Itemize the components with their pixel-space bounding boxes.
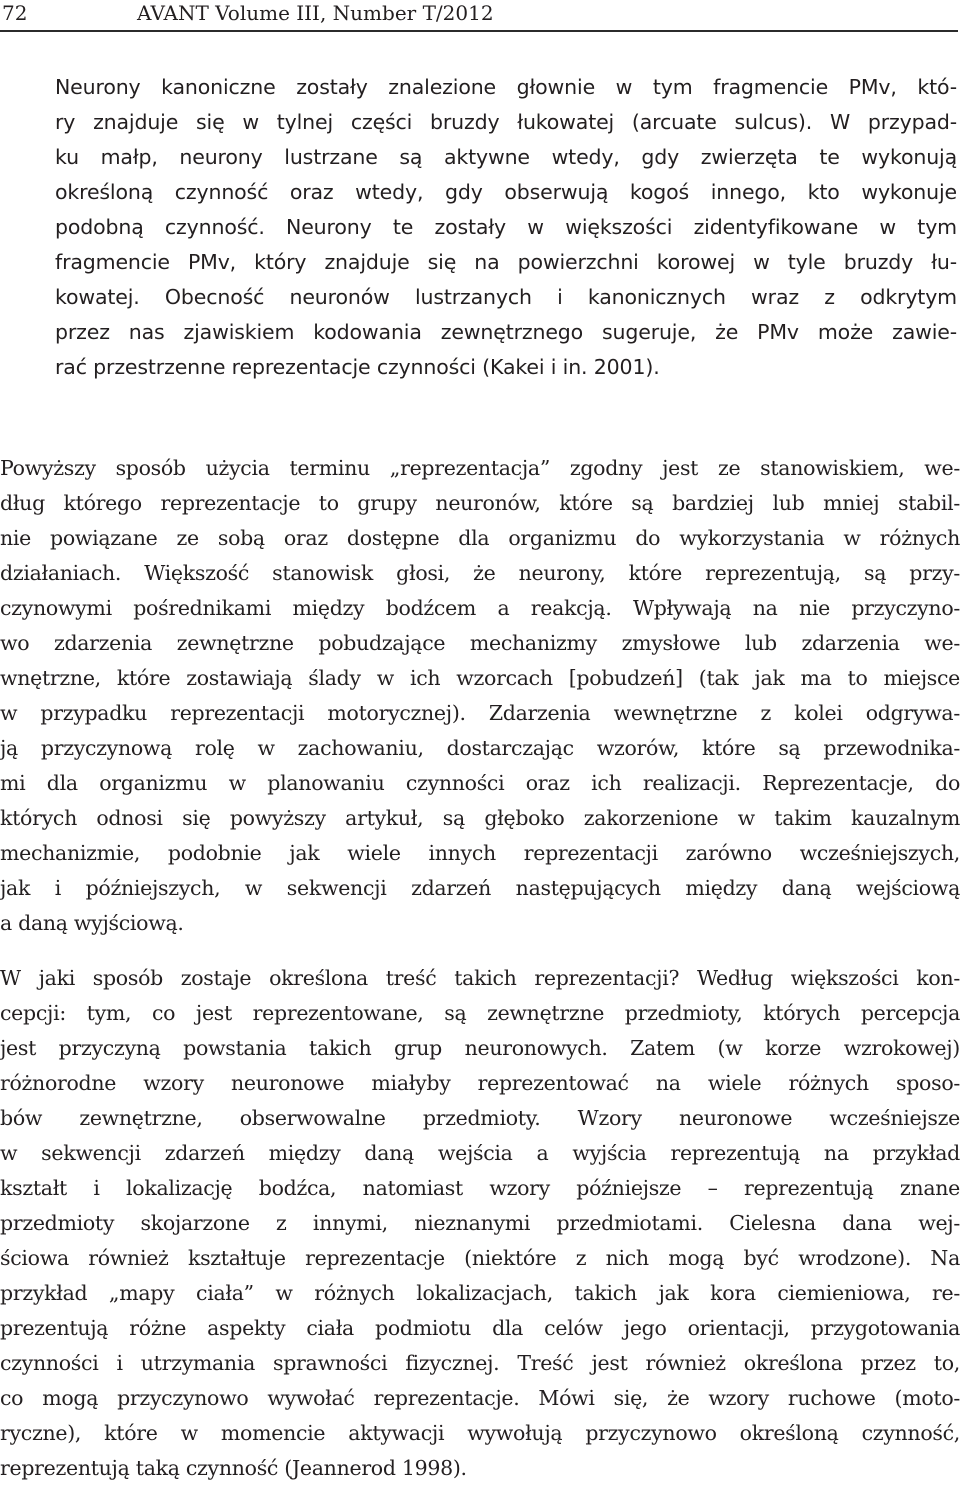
text-line: przedmioty skojarzone z innymi, nieznanymi przedmiotami. Cielesna dana wej-	[0, 1211, 960, 1235]
text-line: działaniach. Większość stanowisk głosi, że neurony, które reprezentują, są przy-	[0, 561, 960, 585]
text-line: wnętrzne, które zostawiają ślady w ich wzorcach [pobudzeń] (tak jak ma to miejsce	[0, 666, 960, 690]
text-line: co mogą przyczynowo wywołać reprezentacje. Mówi się, że wzory ruchowe (moto-	[0, 1386, 960, 1410]
text-line: prezentują różne aspekty ciała podmiotu dla celów jego orientacji, przygotowania	[0, 1316, 960, 1340]
text-line: w przypadku reprezentacji motorycznej). Zdarzenia wewnętrzne z kolei odgrywa-	[0, 701, 960, 725]
text-line: w sekwencji zdarzeń między daną wejścia a wyjścia reprezentują na przykład	[0, 1141, 960, 1165]
text-line: podobną czynność. Neurony te zostały w większości zidentyfikowane w tym	[55, 215, 957, 239]
text-line: kowatej. Obecność neuronów lustrzanych i kanonicznych wraz z odkrytym	[55, 285, 957, 309]
text-line: czynowymi pośrednikami między bodźcem a reakcją. Wpływają na nie przyczyno-	[0, 596, 960, 620]
text-line: różnorodne wzory neuronowe miałyby reprezentować na wiele różnych sposo-	[0, 1071, 960, 1095]
page-number: 72	[2, 1, 28, 25]
text-line: czynności i utrzymania sprawności fizycznej. Treść jest również określona przez to,	[0, 1351, 960, 1375]
text-line: ryczne), które w momencie aktywacji wywołują przyczynowo określoną czynność,	[0, 1421, 960, 1445]
text-line: ku małp, neurony lustrzane są aktywne wtedy, gdy zwierzęta te wykonują	[55, 145, 957, 169]
text-line: ściowa również kształtuje reprezentacje (niektóre z nich mogą być wrodzone). Na	[0, 1246, 960, 1270]
text-line: a daną wyjściową.	[0, 911, 184, 935]
paragraph-mirror-neurons	[0, 70, 957, 385]
text-line: przykład „mapy ciała” w różnych lokalizacjach, takich jak kora ciemieniowa, re-	[0, 1281, 960, 1305]
text-line: ją przyczynową rolę w zachowaniu, dostarczając wzorów, które są przewodnika-	[0, 736, 960, 760]
text-line: wo zdarzenia zewnętrzne pobudzające mechanizmy zmysłowe lub zdarzenia we-	[0, 631, 960, 655]
text-line: fragmencie PMv, który znajduje się na powierzchni korowej w tyle bruzdy łu-	[55, 250, 957, 274]
text-line: nie powiązane ze sobą oraz dostępne dla organizmu do wykorzystania w różnych	[0, 526, 960, 550]
text-line: kształt i lokalizację bodźca, natomiast wzory późniejsze – reprezentują znane	[0, 1176, 960, 1200]
text-line: bów zewnętrzne, obserwowalne przedmioty. Wzory neuronowe wcześniejsze	[0, 1106, 960, 1130]
text-line: jak i późniejszych, w sekwencji zdarzeń następujących między daną wejściową	[0, 876, 960, 900]
text-line: dług którego reprezentacje to grupy neuronów, które są bardziej lub mniej stabil-	[0, 491, 960, 515]
text-line: określoną czynność oraz wtedy, gdy obserwują kogoś innego, kto wykonuje	[55, 180, 957, 204]
text-line: Powyższy sposób użycia terminu „reprezentacja” zgodny jest ze stanowiskiem, we-	[0, 456, 960, 480]
text-line: cepcji: tym, co jest reprezentowane, są zewnętrzne przedmioty, których percepcja	[0, 1001, 960, 1025]
text-line: których odnosi się powyższy artykuł, są głęboko zakorzenione w takim kauzalnym	[0, 806, 960, 830]
text-line: przez nas zjawiskiem kodowania zewnętrznego sugeruje, że PMv może zawie-	[55, 320, 957, 344]
journal-title: AVANT Volume III, Number T/2012	[137, 1, 494, 25]
text-line: rać przestrzenne reprezentacje czynności (Kakei i in. 2001).	[55, 355, 660, 379]
text-line: ry znajduje się w tylnej części bruzdy łukowatej (arcuate sulcus). W przypad-	[55, 110, 957, 134]
text-line: W jaki sposób zostaje określona treść takich reprezentacji? Według większości kon-	[0, 966, 960, 990]
text-line: jest przyczyną powstania takich grup neuronowych. Zatem (w korze wzrokowej)	[0, 1036, 960, 1060]
text-line: reprezentują taką czynność (Jeannerod 1998).	[0, 1456, 467, 1480]
text-line: Neurony kanoniczne zostały znalezione głownie w tym fragmencie PMv, któ-	[55, 75, 957, 99]
text-line: mechanizmie, podobnie jak wiele innych reprezentacji zarówno wcześniejszych,	[0, 841, 960, 865]
paragraph-representation-content	[0, 961, 960, 1486]
page-header	[0, 0, 958, 32]
text-line: mi dla organizmu w planowaniu czynności oraz ich realizacji. Reprezentacje, do	[0, 771, 960, 795]
paragraph-representation-term	[0, 451, 960, 941]
